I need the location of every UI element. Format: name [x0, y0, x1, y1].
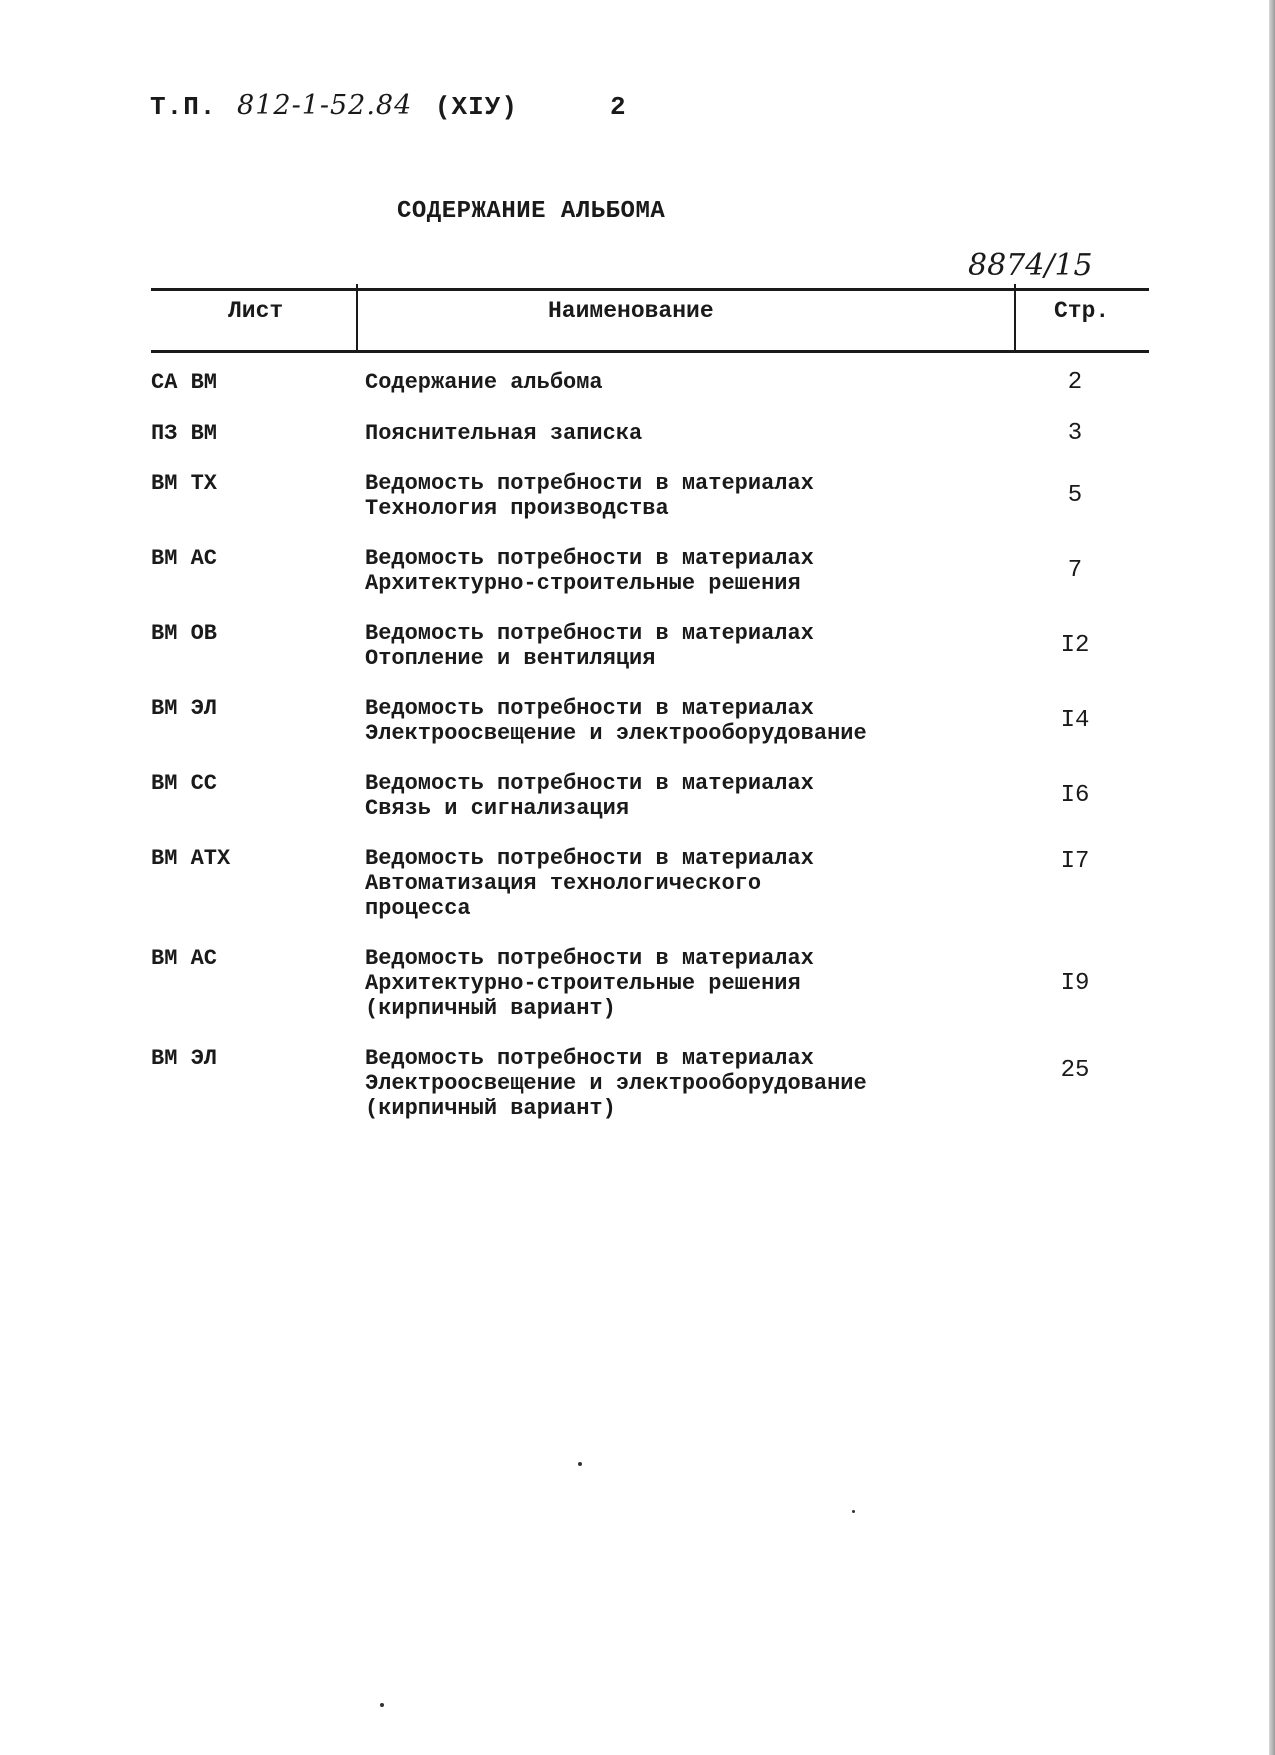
- row-title: [365, 546, 1015, 596]
- designation-prefix: Т.П.: [150, 92, 217, 122]
- row-title-line: Ведомость потребности в материалах: [365, 696, 814, 721]
- table-row: [151, 1046, 1135, 1121]
- row-title-line: Электроосвещение и электрооборудование: [365, 1071, 867, 1096]
- row-sheet-code: ВМ АС: [151, 946, 218, 971]
- row-title-line: Ведомость потребности в материалах: [365, 471, 814, 496]
- scan-edge-shadow: [1269, 0, 1275, 1755]
- table-row: [151, 846, 1135, 921]
- row-page-number: I2: [1060, 632, 1090, 659]
- table-row: [151, 370, 1135, 395]
- row-title-line: (кирпичный вариант): [365, 996, 616, 1021]
- row-page-number: I9: [1060, 970, 1090, 997]
- row-title-line: Связь и сигнализация: [365, 796, 630, 821]
- scan-speck: [380, 1703, 384, 1707]
- row-page-number: 5: [1067, 482, 1083, 509]
- table-top-rule: [151, 288, 1149, 291]
- row-title-line: Ведомость потребности в материалах: [365, 546, 814, 571]
- row-title-line: Ведомость потребности в материалах: [365, 946, 814, 971]
- row-title: [365, 421, 1015, 446]
- row-title-line: Пояснительная записка: [365, 421, 643, 446]
- row-title-line: Содержание альбома: [365, 370, 603, 395]
- table-row: [151, 696, 1135, 746]
- header-column-divider: [1014, 284, 1016, 350]
- designation-suffix: (XIУ): [434, 92, 518, 122]
- row-title-line: Архитектурно-строительные решения: [365, 571, 801, 596]
- page-title: СОДЕРЖАНИЕ АЛЬБОМА: [397, 198, 666, 225]
- row-title: [365, 621, 1015, 671]
- row-sheet-code: ВМ ЭЛ: [151, 1046, 218, 1071]
- row-title: [365, 771, 1015, 821]
- designation-number: 812-1-52.84: [237, 90, 413, 121]
- row-title-line: процесса: [365, 896, 471, 921]
- row-title: [365, 370, 1015, 395]
- row-title: [365, 471, 1015, 521]
- column-header-page: Стр.: [1054, 298, 1110, 324]
- document-designation: [150, 90, 518, 122]
- row-sheet-code: ВМ АС: [151, 546, 218, 571]
- table-row: [151, 771, 1135, 821]
- row-page-number: 7: [1067, 557, 1083, 584]
- row-page-number: 2: [1067, 369, 1083, 396]
- row-title-line: Ведомость потребности в материалах: [365, 846, 814, 871]
- row-sheet-code: СА ВМ: [151, 370, 218, 395]
- table-row: [151, 621, 1135, 671]
- row-sheet-code: ПЗ ВМ: [151, 421, 218, 446]
- row-title: [365, 946, 1015, 1021]
- row-sheet-code: ВМ ЭЛ: [151, 696, 218, 721]
- row-sheet-code: ВМ ТХ: [151, 471, 218, 496]
- row-title-line: Технология производства: [365, 496, 669, 521]
- archive-number-handwritten: 8874/15: [968, 248, 1093, 283]
- table-row: [151, 421, 1135, 446]
- row-sheet-code: ВМ ОВ: [151, 621, 218, 646]
- table-row: [151, 471, 1135, 521]
- row-title-line: Архитектурно-строительные решения: [365, 971, 801, 996]
- table-row: [151, 546, 1135, 596]
- scan-speck: [852, 1510, 855, 1513]
- row-page-number: I6: [1060, 782, 1090, 809]
- row-title-line: Ведомость потребности в материалах: [365, 1046, 814, 1071]
- header-column-divider: [356, 284, 358, 350]
- row-title-line: Ведомость потребности в материалах: [365, 771, 814, 796]
- row-title-line: Отопление и вентиляция: [365, 646, 656, 671]
- row-title: [365, 1046, 1015, 1121]
- row-page-number: I4: [1060, 707, 1090, 734]
- row-sheet-code: ВМ СС: [151, 771, 218, 796]
- row-sheet-code: ВМ АТХ: [151, 846, 231, 871]
- row-page-number: 25: [1060, 1057, 1090, 1084]
- row-title-line: (кирпичный вариант): [365, 1096, 616, 1121]
- row-page-number: 3: [1067, 420, 1083, 447]
- row-title-line: Автоматизация технологического: [365, 871, 762, 896]
- page-number: 2: [610, 92, 626, 122]
- row-title-line: Ведомость потребности в материалах: [365, 621, 814, 646]
- scan-speck: [578, 1462, 582, 1466]
- table-header-rule: [151, 350, 1149, 353]
- column-header-name: Наименование: [548, 298, 714, 324]
- column-header-sheet: Лист: [228, 298, 284, 324]
- row-title-line: Электроосвещение и электрооборудование: [365, 721, 867, 746]
- row-title: [365, 846, 1015, 921]
- row-title: [365, 696, 1015, 746]
- table-row: [151, 946, 1135, 1021]
- row-page-number: I7: [1060, 848, 1090, 875]
